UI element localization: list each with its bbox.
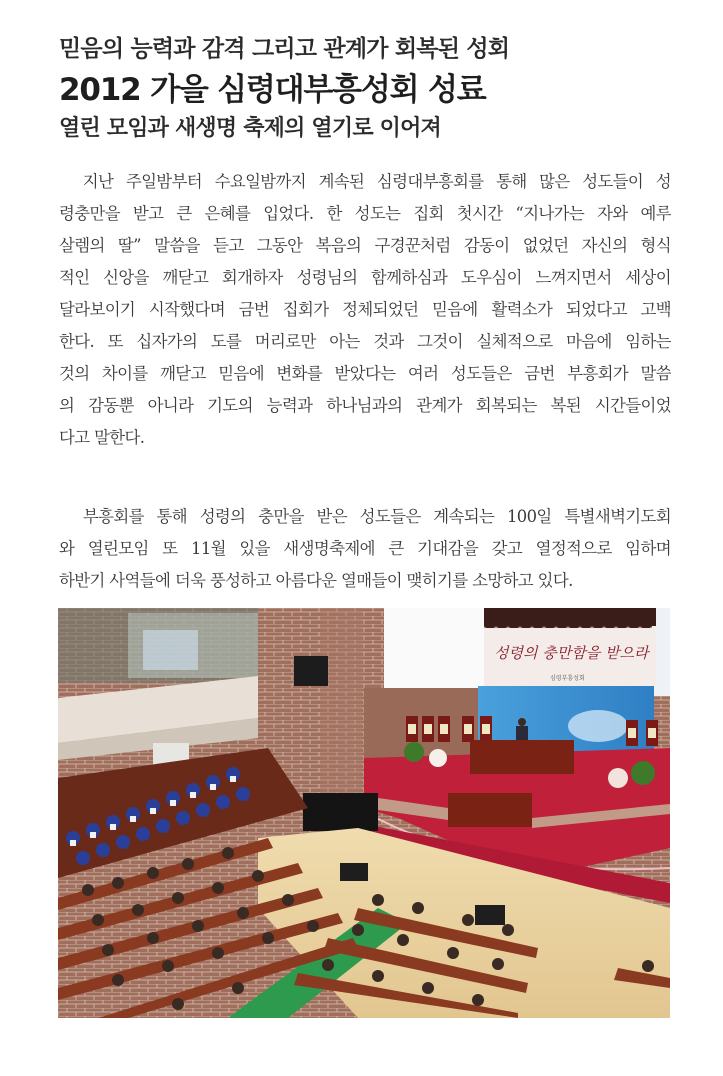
paragraph-line: 하반기 사역들에 더욱 풍성하고 아름다운 열매들이 맺히기를 소망하고 있다. <box>59 571 573 590</box>
paragraph-line: 것의 차이를 깨닫고 믿음에 변화를 받았다는 여러 성도들은 금번 부흥회가 말씀 <box>59 364 671 383</box>
article-headline <box>59 32 679 146</box>
headline-kicker: 믿음의 능력과 감격 그리고 관계가 회복된 성회 <box>59 36 510 62</box>
banner-text-sub: 심령부흥성회 <box>550 675 585 682</box>
banner-text-main: 성령의 충만함을 받으라 <box>494 644 649 662</box>
article-paragraph-2 <box>59 501 671 597</box>
church-revival-photo <box>58 608 670 1018</box>
paragraph-line: 한다. 또 십자가의 도를 머리로만 아는 것과 그것이 실체적으로 마음에 임하는 <box>59 332 671 351</box>
paragraph-line: 살렘의 딸” 말씀을 듣고 그동안 복음의 구경꾼처럼 감동이 없었던 자신의 형식 <box>59 236 671 255</box>
paragraph-line: 부흥회를 통해 성령의 충만을 받은 성도들은 계속되는 100일 특별새벽기도회 <box>59 507 671 526</box>
paragraph-line: 적인 신앙을 깨닫고 회개하자 성령님의 함께하심과 도우심이 느껴지면서 세상이 <box>59 268 671 287</box>
paragraph-line: 와 열린모임 또 11월 있을 새생명축제에 큰 기대감을 갖고 열정적으로 임하며 <box>59 539 671 558</box>
headline-subtitle: 열린 모임과 새생명 축제의 열기로 이어져 <box>59 116 441 141</box>
photo-illustration <box>58 608 670 1018</box>
paragraph-line: 지난 주일밤부터 수요일밤까지 계속된 심령대부흥회를 통해 많은 성도들이 성 <box>59 172 671 191</box>
paragraph-line: 의 감동뿐 아니라 기도의 능력과 하나님과의 관계가 회복되는 복된 시간들이었 <box>59 396 671 415</box>
paragraph-line: 다고 말한다. <box>59 428 145 447</box>
paragraph-line: 령충만을 받고 큰 은혜를 입었다. 한 성도는 집회 첫시간 “지나가는 자와 예루 <box>59 204 671 223</box>
paragraph-line: 달라보이기 시작했다며 금번 집회가 정체되었던 믿음에 활력소가 되었다고 고백 <box>59 300 671 319</box>
headline-title: 2012 가을 심령대부흥성회 성료 <box>59 72 486 108</box>
article-paragraph-1 <box>59 166 671 454</box>
